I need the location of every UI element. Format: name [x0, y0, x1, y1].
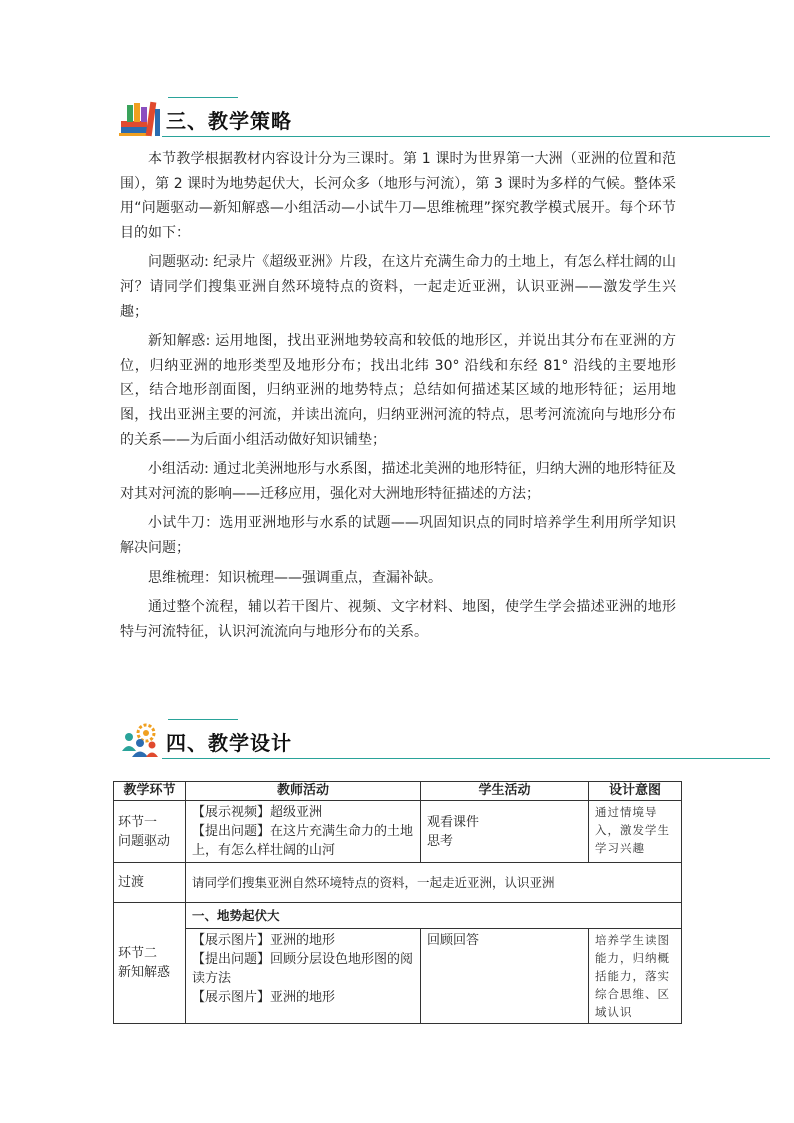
table-row	[114, 801, 682, 863]
table-header-row	[114, 782, 682, 801]
student-activity: 思考	[427, 833, 454, 849]
paragraph-conclusion: 通过整个流程，辅以若干图片、视频、文字材料、地图，使学生学会描述亚洲的地形特与河流特征，认识河流流向与地形分布的关系。	[120, 599, 676, 640]
teaching-strategy-body	[120, 147, 676, 649]
column-header: 教学环节	[114, 782, 186, 801]
teacher-activity: 【展示图片】亚洲的地形	[192, 990, 336, 1005]
stage-cell	[114, 801, 186, 863]
stage-name: 问题驱动	[118, 833, 171, 849]
design-intent-cell: 培养学生读图能力，归纳概括能力，落实综合思维、区域认识	[589, 929, 682, 1024]
paragraph-problem-driven: 问题驱动: 纪录片《超级亚洲》片段，在这片充满生命力的土地上，有怎么样壮阔的山河？请同学们搜集亚洲自然环境特点的资料，一起走近亚洲，认识亚洲——激发学生兴趣；	[120, 254, 676, 320]
teacher-activity: 【展示图片】亚洲的地形	[192, 933, 336, 948]
section-title: 三、教学策略	[166, 109, 292, 133]
design-intent-cell: 通过情境导入，激发学生学习兴趣	[589, 801, 682, 863]
header-base-rule	[162, 758, 770, 759]
paragraph-summary: 思维梳理：知识梳理——强调重点，查漏补缺。	[148, 569, 442, 586]
column-header: 学生活动	[421, 782, 589, 801]
table-row	[114, 863, 682, 903]
column-header: 设计意图	[589, 782, 682, 801]
stage-number: 环节一	[118, 814, 158, 830]
student-activity: 观看课件	[427, 814, 480, 830]
student-activity-cell	[421, 929, 589, 1024]
section-4-header	[118, 719, 770, 759]
subsection-heading: 一、地势起伏大	[186, 903, 682, 929]
paragraph-intro: 本节教学根据教材内容设计分为三课时。第 1 课时为世界第一大洲（亚洲的位置和范围），第 2 课时为地势起伏大，长河众多（地形与河流），第 3 课时为多样的气候。整体采用“问题驱动—新知解惑—小组活动—小试牛刀—思维梳理”探究教学模式展开。每个环节目的如下：	[120, 151, 676, 241]
teacher-activity-cell	[186, 929, 421, 1024]
transition-text: 请同学们搜集亚洲自然环境特点的资料，一起走近亚洲，认识亚洲	[186, 863, 682, 903]
paragraph-group-activity: 小组活动: 通过北美洲地形与水系图，描述北美洲的地形特征，归纳大洲的地形特征及对其对河流的影响——迁移应用，强化对大洲地形特征描述的方法；	[120, 461, 676, 502]
stage-cell	[114, 903, 186, 1024]
student-activity: 回顾回答	[427, 933, 480, 948]
stage-name: 新知解惑	[118, 965, 171, 980]
header-base-rule	[162, 136, 770, 137]
student-activity-cell	[421, 801, 589, 863]
stage-number: 环节二	[118, 946, 158, 961]
teacher-activity: 【提出问题】在这片充满生命力的土地上，有怎么样壮阔的山河	[192, 824, 414, 858]
section-title: 四、教学设计	[166, 731, 292, 755]
teacher-activity: 【展示视频】超级亚洲	[192, 805, 323, 820]
books-icon	[118, 101, 162, 137]
paragraph-new-knowledge: 新知解惑: 运用地图，找出亚洲地势较高和较低的地形区，并说出其分布在亚洲的方位，归纳亚洲的地形类型及地形分布；找出北纬 30° 沿线和东经 81° 沿线的主要地形区，结合地形剖面图，归纳亚洲的地势特点；总结如何描述某区域的地形特征；运用地图，找出亚洲主要的河流，并读出流向，归纳亚洲河流的特点，思考河流流向与地形分布的关系——为后面小组活动做好知识铺垫；	[120, 333, 676, 448]
paragraph-practice: 小试牛刀：选用亚洲地形与水系的试题——巩固知识点的同时培养学生利用所学知识解决问题；	[120, 515, 676, 556]
header-top-rule	[168, 97, 238, 98]
header-top-rule	[168, 719, 238, 720]
teamwork-gear-icon	[118, 723, 162, 759]
teacher-activity: 【提出问题】回顾分层设色地形图的阅读方法	[192, 952, 414, 986]
table-row	[114, 929, 682, 1024]
section-3-header	[118, 97, 770, 137]
lesson-design-table	[113, 781, 682, 1024]
stage-cell: 过渡	[114, 863, 186, 903]
column-header: 教师活动	[186, 782, 421, 801]
teacher-activity-cell	[186, 801, 421, 863]
table-row	[114, 903, 682, 929]
